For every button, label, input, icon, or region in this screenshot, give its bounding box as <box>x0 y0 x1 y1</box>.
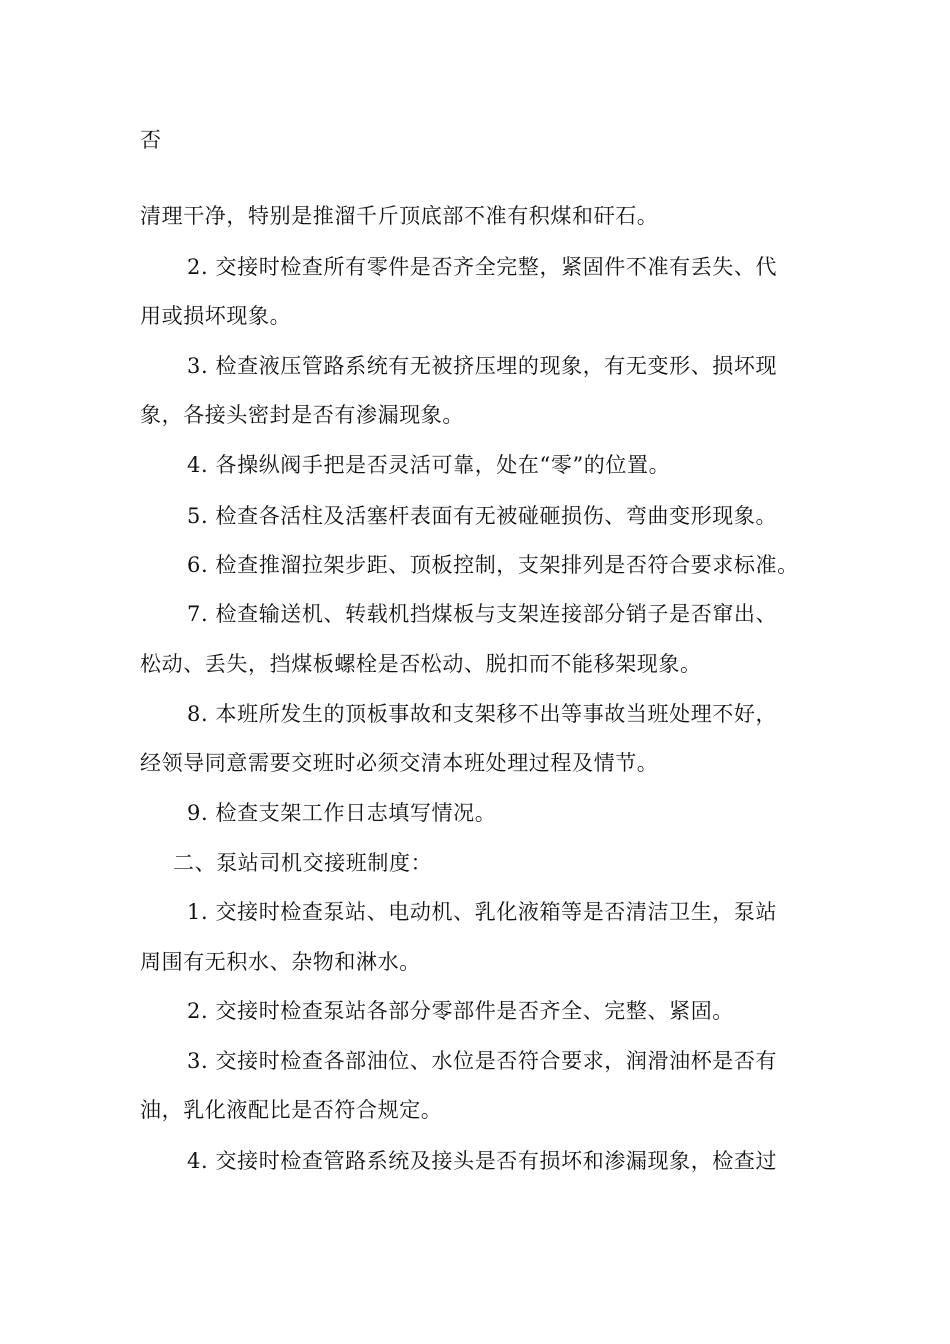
text-line: 7. 检查输送机、转载机挡煤板与支架连接部分销子是否窜出、 <box>187 602 778 626</box>
text-line: 否 <box>140 128 162 152</box>
text-line: 用或损坏现象。 <box>140 304 292 328</box>
text-line: 松动、丢失，挡煤板螺栓是否松动、脱扣而不能移架现象。 <box>140 652 702 676</box>
text-line: 4. 交接时检查管路系统及接头是否有损坏和渗漏现象，检查过 <box>187 1149 778 1173</box>
text-line: 象，各接头密封是否有渗漏现象。 <box>140 403 464 427</box>
text-line: 油，乳化液配比是否符合规定。 <box>140 1098 443 1122</box>
text-line: 9. 检查支架工作日志填写情况。 <box>187 801 497 825</box>
text-line: 5. 检查各活柱及活塞杆表面有无被碰砸损伤、弯曲变形现象。 <box>187 504 778 528</box>
text-line: 6. 检查推溜拉架步距、顶板控制，支架排列是否符合要求标准。 <box>187 553 799 577</box>
text-line: 2. 交接时检查泵站各部分零部件是否齐全、完整、紧固。 <box>187 999 734 1023</box>
section-heading: 二、泵站司机交接班制度： <box>173 851 433 875</box>
text-line: 1. 交接时检查泵站、电动机、乳化液箱等是否清洁卫生，泵站 <box>187 900 778 924</box>
text-line: 经领导同意需要交班时必须交清本班处理过程及情节。 <box>140 751 659 775</box>
text-line: 3. 检查液压管路系统有无被挤压埋的现象，有无变形、损坏现 <box>187 354 778 378</box>
text-line: 4. 各操纵阀手把是否灵活可靠，处在“零”的位置。 <box>187 453 671 477</box>
text-line: 清理干净，特别是推溜千斤顶底部不准有积煤和矸石。 <box>140 204 659 228</box>
text-line: 3. 交接时检查各部油位、水位是否符合要求，润滑油杯是否有 <box>187 1049 778 1073</box>
text-line: 周围有无积水、杂物和淋水。 <box>140 950 421 974</box>
text-line: 8. 本班所发生的顶板事故和支架移不出等事故当班处理不好， <box>187 702 778 726</box>
text-line: 2. 交接时检查所有零件是否齐全完整，紧固件不准有丢失、代 <box>187 255 778 279</box>
